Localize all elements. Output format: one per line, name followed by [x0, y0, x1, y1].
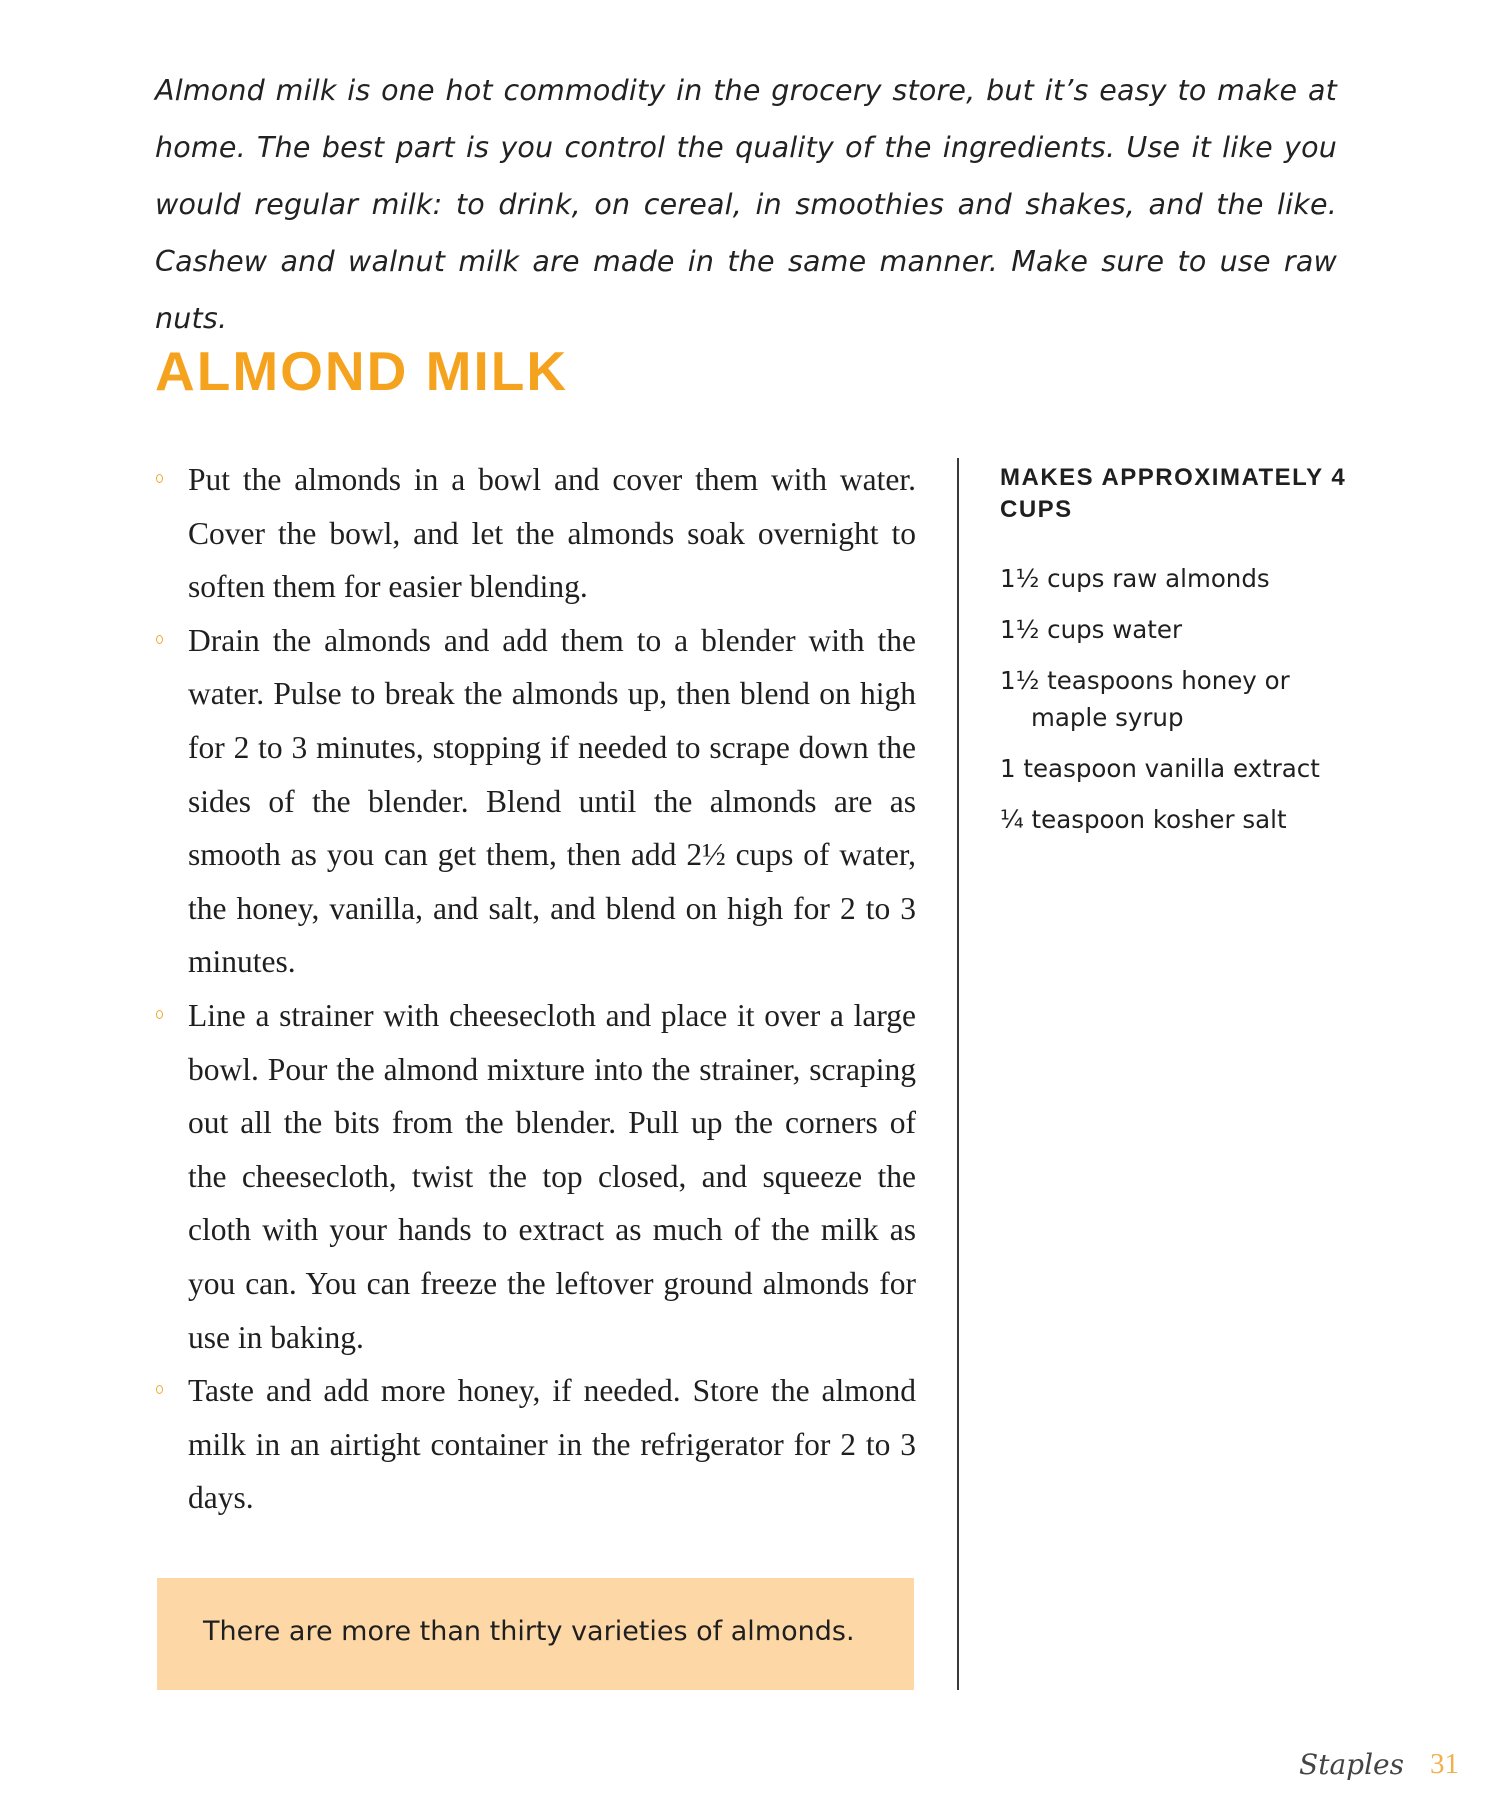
tip-box: [157, 1578, 914, 1690]
page-number: 31: [1430, 1748, 1459, 1780]
bullet-icon: [156, 1010, 163, 1019]
bullet-icon: [156, 635, 163, 644]
footer-section-name: Staples: [1299, 1748, 1404, 1781]
ingredient-list: [1000, 560, 1360, 852]
ingredient-item: 1½ teaspoons honey or maple syrup: [1000, 666, 1290, 732]
bullet-icon: [156, 474, 163, 483]
ingredient-item: ¼ teaspoon kosher salt: [1000, 805, 1287, 834]
bullet-icon: [156, 1385, 163, 1394]
intro-paragraph: Almond milk is one hot commodity in the grocery store, but it’s easy to make at home. The best part is you control the quality of the ingredients. Use it like you would regular milk: to drink, on cereal, in smoothies and shakes, and the like. Cashew and walnut milk are made in the same manner. Make sure to use raw nuts.: [155, 74, 1337, 335]
step-text: Drain the almonds and add them to a blender with the water. Pulse to break the almonds up, then blend on high for 2 to 3 minutes, stopping if needed to scrape down the sides of the blender. Blend until the almonds are as smooth as you can get them, then add 2½ cups of water, the honey, vanilla, and salt, and blend on high for 2 to 3 minutes.: [188, 622, 916, 980]
tip-text: There are more than thirty varieties of almonds.: [203, 1616, 855, 1647]
step-item: [156, 614, 916, 989]
recipe-yield: MAKES APPROXIMATELY 4 CUPS: [1000, 464, 1347, 523]
recipe-title: ALMOND MILK: [155, 340, 569, 402]
recipe-steps: [156, 453, 916, 1525]
step-item: [156, 453, 916, 614]
ingredient-item: 1½ cups water: [1000, 615, 1183, 644]
step-item: [156, 989, 916, 1364]
step-text: Taste and add more honey, if needed. Store the almond milk in an airtight container in the refrigerator for 2 to 3 days.: [188, 1373, 916, 1516]
step-item: [156, 1364, 916, 1525]
step-text: Put the almonds in a bowl and cover them with water. Cover the bowl, and let the almonds soak overnight to soften them for easier blending.: [188, 462, 916, 605]
ingredient-item: 1½ cups raw almonds: [1000, 564, 1270, 593]
column-divider: [957, 458, 959, 1690]
step-text: Line a strainer with cheesecloth and place it over a large bowl. Pour the almond mixture into the strainer, scraping out all the bits from the blender. Pull up the corners of the cheesecloth, twist the top closed, and squeeze the cloth with your hands to extract as much of the milk as you can. You can freeze the leftover ground almonds for use in baking.: [188, 997, 916, 1355]
ingredient-item: 1 teaspoon vanilla extract: [1000, 754, 1320, 783]
